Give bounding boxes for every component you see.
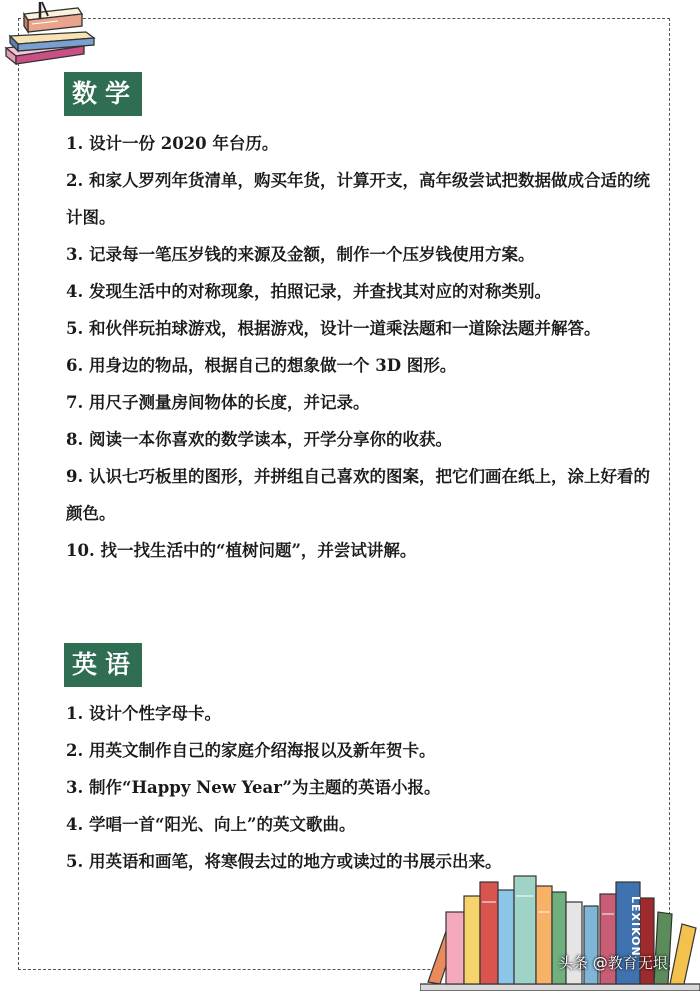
- list-item: 1. 设计个性字母卡。: [66, 704, 221, 723]
- list-item: 9. 认识七巧板里的图形，并拼组自己喜欢的图案，把它们画在纸上，涂上好看的颜色。: [66, 467, 650, 523]
- list-item: 8. 阅读一本你喜欢的数学读本，开学分享你的收获。: [66, 430, 452, 449]
- book-stack-icon: [0, 0, 110, 70]
- list-item: 5. 和伙伴玩拍球游戏，根据游戏，设计一道乘法题和一道除法题并解答。: [66, 319, 601, 338]
- list-item: 5. 用英语和画笔，将寒假去过的地方或读过的书展示出来。: [66, 852, 502, 871]
- list-item: 7. 用尺子测量房间物体的长度，并记录。: [66, 393, 370, 412]
- english-task-list: [66, 695, 650, 880]
- section-title-english: 英语: [64, 643, 142, 687]
- list-item: 1. 设计一份 2020 年台历。: [66, 134, 279, 153]
- list-item: 10. 找一找生活中的“植树问题”，并尝试讲解。: [66, 541, 417, 560]
- book-spine-label: LEXIKON: [629, 896, 642, 957]
- list-item: 6. 用身边的物品，根据自己的想象做一个 3D 图形。: [66, 356, 457, 375]
- watermark-label: 头条 @教育无垠: [558, 954, 668, 972]
- list-item: 4. 学唱一首“阳光、向上”的英文歌曲。: [66, 815, 356, 834]
- math-task-list: [66, 125, 650, 569]
- bookshelf-icon: [420, 872, 700, 991]
- list-item: 2. 和家人罗列年货清单，购买年货，计算开支，高年级尝试把数据做成合适的统计图。: [66, 171, 650, 227]
- list-item: 2. 用英文制作自己的家庭介绍海报以及新年贺卡。: [66, 741, 436, 760]
- list-item: 3. 制作“Happy New Year”为主题的英语小报。: [66, 778, 441, 797]
- list-item: 3. 记录每一笔压岁钱的来源及金额，制作一个压岁钱使用方案。: [66, 245, 535, 264]
- list-item: 4. 发现生活中的对称现象，拍照记录，并查找其对应的对称类别。: [66, 282, 551, 301]
- section-title-math: 数学: [64, 72, 142, 116]
